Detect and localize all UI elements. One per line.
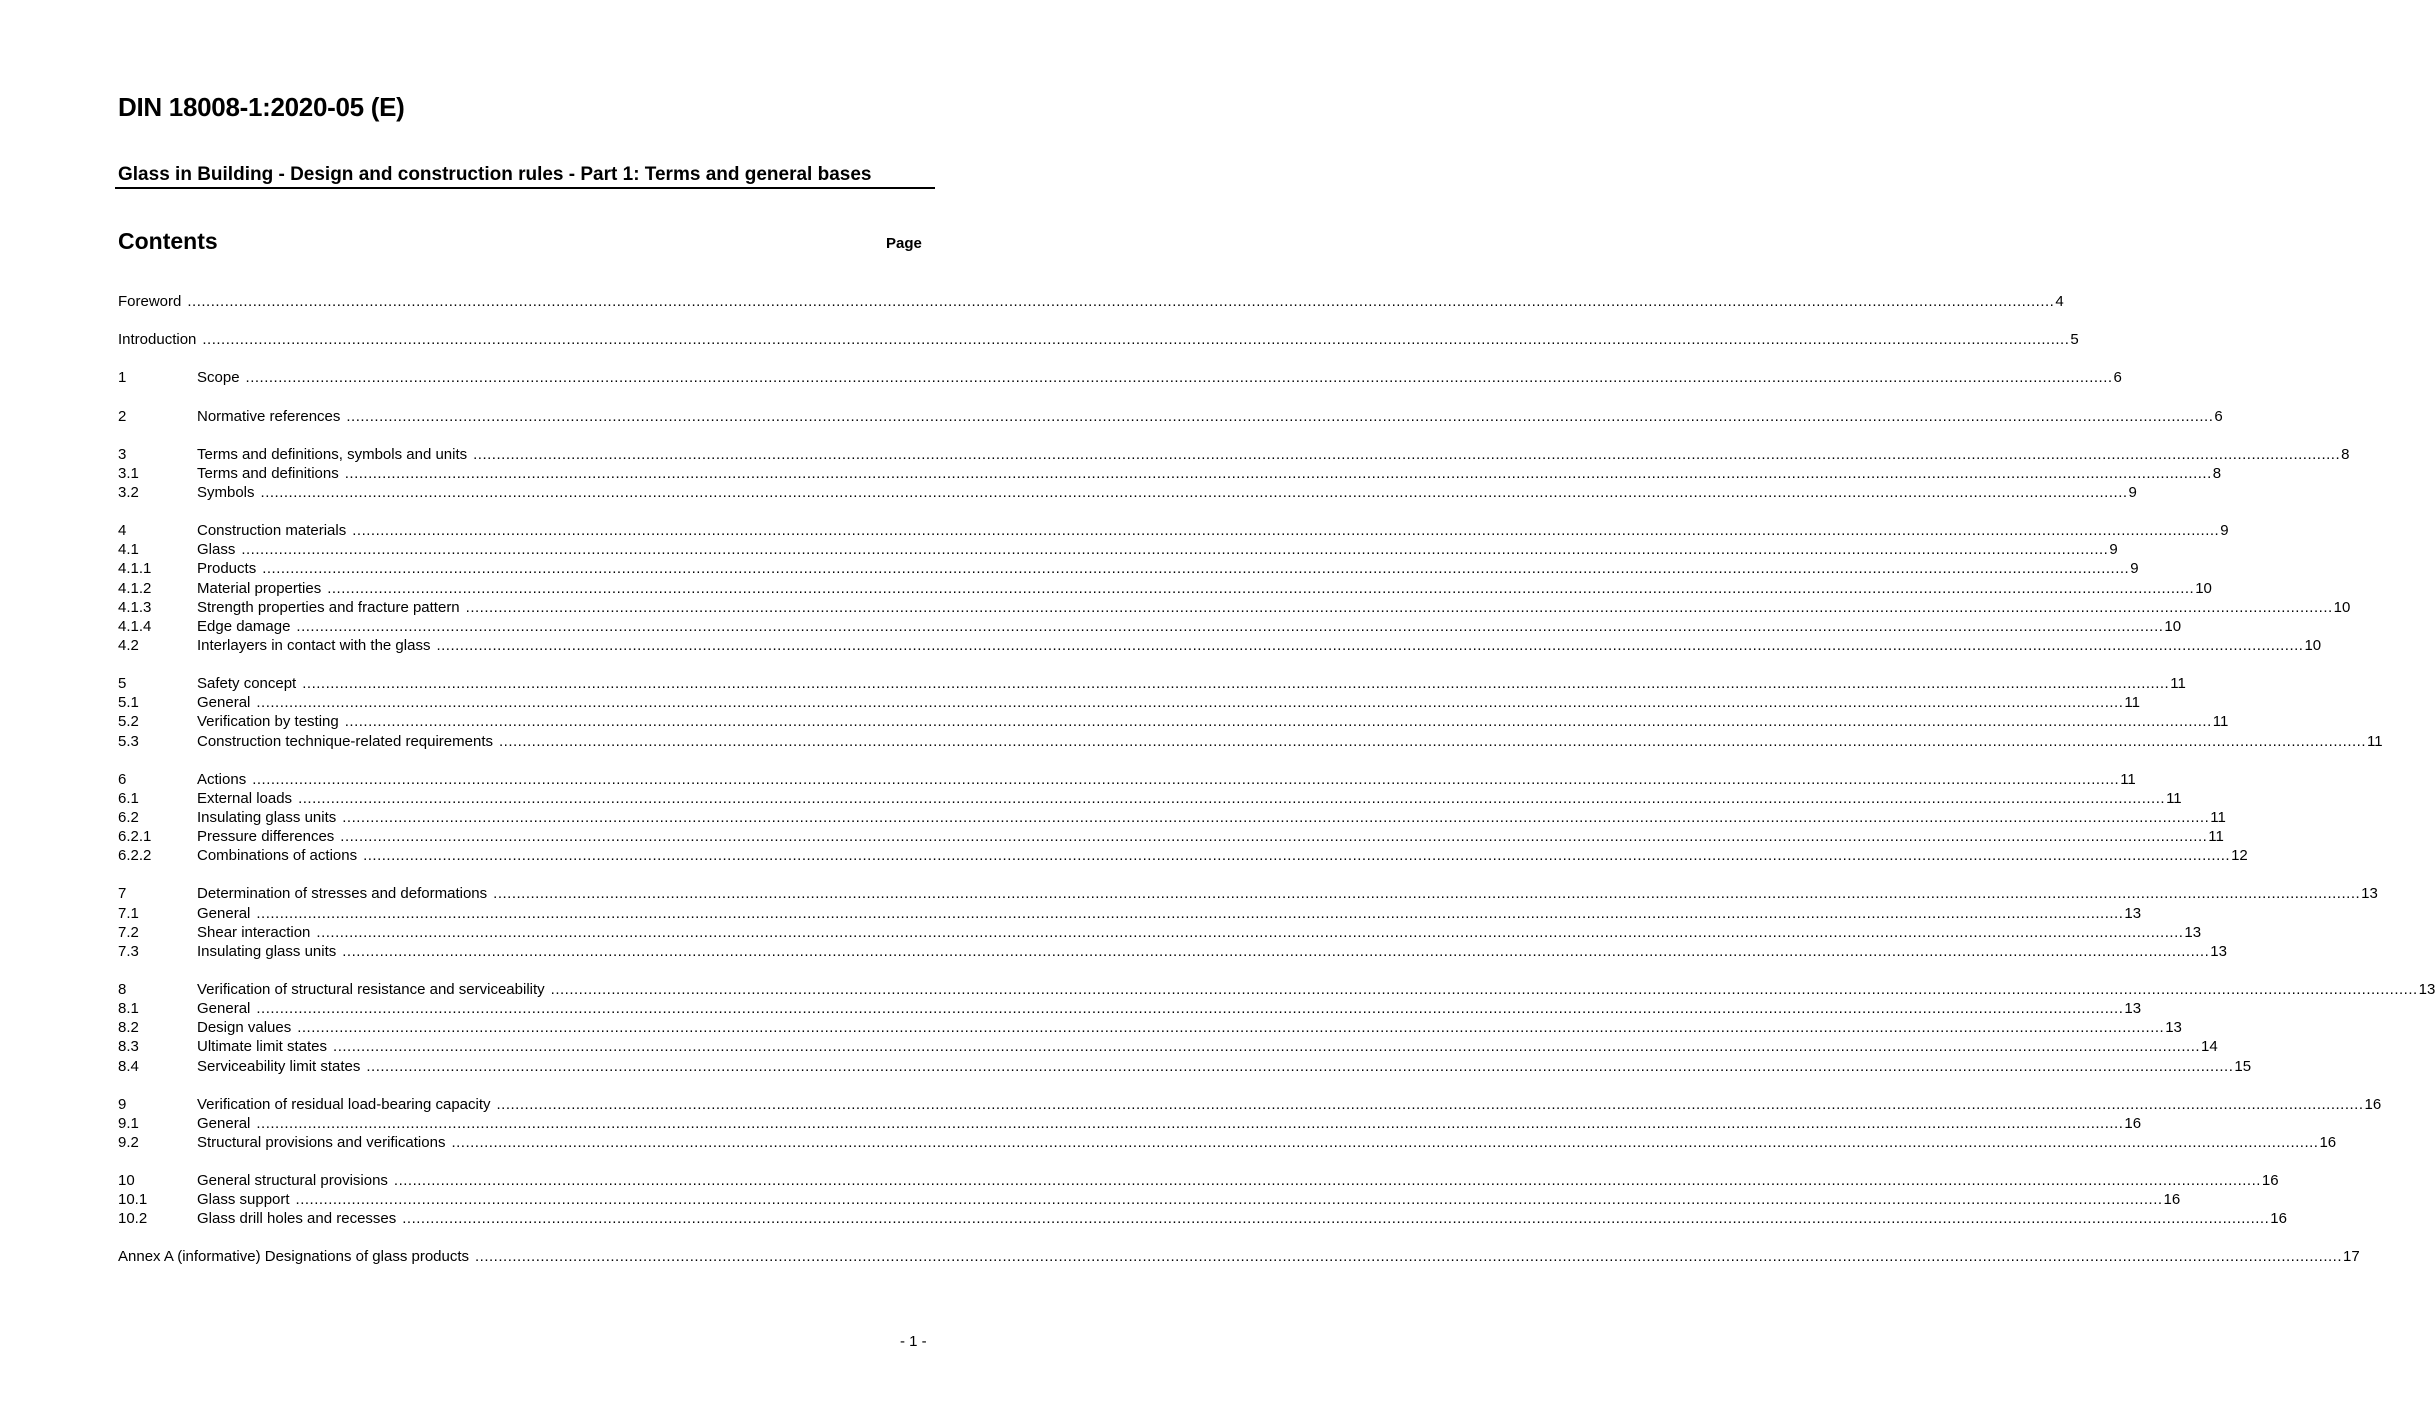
toc-entry-number: 4.1.2: [118, 579, 152, 597]
toc-entry-number: 7.3: [118, 942, 139, 960]
toc-entry-page: 16: [2319, 1133, 2337, 1151]
toc-entry-number: 4.1: [118, 541, 139, 559]
toc-entry[interactable]: [118, 712, 2229, 731]
toc-entry-title: General: [197, 1114, 251, 1132]
toc-dot-leader: ................................................................................................................................................................................................................................................................................................................................................................................................................: [302, 675, 2170, 693]
toc-entry-title: Symbols: [197, 483, 255, 501]
toc-entry-page: 15: [2234, 1057, 2252, 1075]
toc-dot-leader: ................................................................................................................................................................................................................................................................................................................................................................................................................: [550, 980, 2418, 998]
toc-entry-page: 11: [2212, 713, 2229, 731]
toc-entry-number: 9.2: [118, 1133, 139, 1151]
toc-dot-leader: ................................................................................................................................................................................................................................................................................................................................................................................................................: [260, 483, 2128, 501]
toc-entry-title: Insulating glass units: [197, 942, 337, 960]
toc-entry-number: 8.4: [118, 1057, 139, 1075]
toc-entry-title: Insulating glass units: [197, 808, 337, 826]
toc-entry-number: 8.2: [118, 1019, 139, 1037]
toc-entry-number: 6.2.2: [118, 847, 152, 865]
toc-entry-number: 5: [118, 675, 127, 693]
toc-entry-page: 11: [2166, 789, 2182, 807]
toc-entry-number: 5.2: [118, 713, 139, 731]
toc-dot-leader: ................................................................................................................................................................................................................................................................................................................................................................................................................: [327, 579, 2195, 597]
toc-entry-page: 16: [2270, 1210, 2287, 1228]
toc-entry[interactable]: [118, 464, 2222, 483]
toc-dot-leader: ................................................................................................................................................................................................................................................................................................................................................................................................................: [241, 541, 2109, 559]
toc-dot-leader: ................................................................................................................................................................................................................................................................................................................................................................................................................: [499, 732, 2366, 750]
toc-entry-title: Construction technique-related requirements: [197, 732, 493, 750]
toc-entry-page: 16: [2124, 1114, 2142, 1132]
toc-entry[interactable]: [118, 1018, 2182, 1037]
toc-entry-page: 5: [2070, 331, 2079, 349]
toc-entry[interactable]: [118, 923, 2202, 942]
toc-entry[interactable]: [118, 292, 2064, 311]
toc-entry-title: Interlayers in contact with the glass: [197, 636, 431, 654]
toc-entry-title: Combinations of actions: [197, 847, 358, 865]
toc-entry[interactable]: [118, 903, 2142, 922]
toc-dot-leader: ................................................................................................................................................................................................................................................................................................................................................................................................................: [366, 1057, 2234, 1075]
toc-dot-leader: ................................................................................................................................................................................................................................................................................................................................................................................................................: [363, 847, 2231, 865]
toc-entry-number: 6.2.1: [118, 828, 152, 846]
toc-entry[interactable]: [118, 559, 2139, 578]
toc-entry-number: 9.1: [118, 1114, 139, 1132]
toc-entry-title: Determination of stresses and deformations: [197, 885, 488, 903]
toc-entry[interactable]: [118, 368, 2122, 387]
toc-entry-page: 13: [2184, 923, 2202, 941]
toc-entry-number: 3.1: [118, 464, 139, 482]
toc-entry-title: Foreword: [118, 293, 182, 311]
toc-entry[interactable]: [118, 1209, 2287, 1228]
toc-entry[interactable]: [118, 674, 2186, 693]
toc-entry-number: 8.3: [118, 1038, 139, 1056]
toc-entry-page: 13: [2124, 1000, 2142, 1018]
toc-entry-page: 17: [2343, 1248, 2360, 1266]
toc-entry-number: 9: [118, 1095, 127, 1113]
toc-dot-leader: ................................................................................................................................................................................................................................................................................................................................................................................................................: [393, 1172, 2261, 1190]
toc-dot-leader: ................................................................................................................................................................................................................................................................................................................................................................................................................: [340, 828, 2208, 846]
toc-entry-page: 16: [2364, 1095, 2382, 1113]
toc-entry-page: 6: [2214, 407, 2223, 425]
toc-entry-page: 4: [2055, 293, 2064, 311]
toc-dot-leader: ................................................................................................................................................................................................................................................................................................................................................................................................................: [202, 331, 2070, 349]
toc-dot-leader: ................................................................................................................................................................................................................................................................................................................................................................................................................: [296, 617, 2164, 635]
toc-entry-page: 11: [2120, 770, 2136, 788]
toc-entry-title: Strength properties and fracture pattern: [197, 598, 460, 616]
toc-entry-title: Material properties: [197, 579, 322, 597]
toc-entry-title: Scope: [197, 369, 240, 387]
toc-entry-title: Design values: [197, 1019, 292, 1037]
toc-entry-title: Pressure differences: [197, 828, 335, 846]
toc-entry-title: Serviceability limit states: [197, 1057, 361, 1075]
toc-dot-leader: ................................................................................................................................................................................................................................................................................................................................................................................................................: [465, 598, 2333, 616]
toc-dot-leader: ................................................................................................................................................................................................................................................................................................................................................................................................................: [342, 808, 2210, 826]
toc-dot-leader: ................................................................................................................................................................................................................................................................................................................................................................................................................: [298, 789, 2166, 807]
toc-dot-leader: ................................................................................................................................................................................................................................................................................................................................................................................................................: [333, 1038, 2201, 1056]
toc-entry-page: 13: [2361, 885, 2378, 903]
toc-entry-title: Introduction: [118, 331, 197, 349]
toc-entry-number: 8.1: [118, 1000, 139, 1018]
toc-entry[interactable]: [118, 483, 2137, 502]
toc-entry[interactable]: [118, 636, 2322, 655]
toc-dot-leader: ................................................................................................................................................................................................................................................................................................................................................................................................................: [245, 369, 2113, 387]
toc-entry-page: 13: [2165, 1019, 2182, 1037]
toc-entry-title: External loads: [197, 789, 293, 807]
toc-entry-title: General: [197, 904, 251, 922]
toc-entry-page: 11: [2208, 828, 2224, 846]
toc-entry-number: 10: [118, 1172, 135, 1190]
toc-entry-page: 9: [2109, 541, 2118, 559]
toc-entry-number: 7.2: [118, 923, 139, 941]
toc-entry-page: 10: [2304, 636, 2322, 654]
toc-entry-number: 8: [118, 980, 127, 998]
toc-dot-leader: ................................................................................................................................................................................................................................................................................................................................................................................................................: [316, 923, 2184, 941]
toc-entry-page: 6: [2113, 369, 2122, 387]
toc-entry[interactable]: [118, 770, 2136, 789]
toc-dot-leader: ................................................................................................................................................................................................................................................................................................................................................................................................................: [344, 713, 2212, 731]
toc-entry-page: 9: [2128, 483, 2137, 501]
toc-entry-number: 3.2: [118, 483, 139, 501]
toc-entry[interactable]: [118, 999, 2142, 1018]
toc-entry[interactable]: [118, 1095, 2382, 1114]
toc-entry-title: Construction materials: [197, 522, 347, 540]
toc-entry-page: 13: [2124, 904, 2142, 922]
toc-entry-page: 11: [2170, 675, 2186, 693]
toc-entry-number: 4.2: [118, 636, 139, 654]
toc-entry-number: 6.1: [118, 789, 139, 807]
toc-entry-title: Glass drill holes and recesses: [197, 1210, 397, 1228]
toc-entry-title: Edge damage: [197, 617, 291, 635]
toc-entry[interactable]: [118, 406, 2223, 425]
toc-entry-number: 7.1: [118, 904, 139, 922]
toc-entry-title: Annex A (informative) Designations of glass products: [118, 1248, 470, 1266]
toc-dot-leader: ................................................................................................................................................................................................................................................................................................................................................................................................................: [402, 1210, 2270, 1228]
toc-entry[interactable]: [118, 578, 2212, 597]
toc-entry[interactable]: [118, 330, 2079, 349]
toc-entry-page: 16: [2163, 1191, 2181, 1209]
document-title: DIN 18008-1:2020-05 (E): [118, 92, 405, 122]
toc-entry[interactable]: [118, 1056, 2252, 1075]
toc-entry-page: 8: [2212, 464, 2222, 482]
toc-dot-leader: ................................................................................................................................................................................................................................................................................................................................................................................................................: [256, 1000, 2124, 1018]
toc-dot-leader: ................................................................................................................................................................................................................................................................................................................................................................................................................: [344, 464, 2212, 482]
toc-dot-leader: ................................................................................................................................................................................................................................................................................................................................................................................................................: [256, 694, 2124, 712]
toc-entry-title: Normative references: [197, 407, 341, 425]
toc-entry[interactable]: [118, 884, 2378, 903]
toc-entry-number: 4.1.4: [118, 617, 152, 635]
toc-entry-page: 10: [2333, 598, 2351, 616]
toc-entry-page: 14: [2201, 1038, 2218, 1056]
toc-entry-number: 7: [118, 885, 127, 903]
toc-entry-title: Terms and definitions: [197, 464, 339, 482]
toc-entry-title: General structural provisions: [197, 1172, 388, 1190]
toc-entry-page: 11: [2124, 694, 2140, 712]
subtitle-rule: [115, 187, 935, 189]
toc-entry-title: Terms and definitions, symbols and units: [197, 445, 468, 463]
toc-entry-title: Verification by testing: [197, 713, 339, 731]
toc-entry-number: 6: [118, 770, 127, 788]
toc-entry[interactable]: [118, 980, 2435, 999]
toc-entry[interactable]: [118, 1190, 2181, 1209]
toc-entry-page: 10: [2164, 617, 2182, 635]
toc-entry[interactable]: [118, 827, 2224, 846]
toc-entry[interactable]: [118, 1133, 2337, 1152]
toc-entry-number: 10.1: [118, 1191, 148, 1209]
toc-entry-page: 12: [2231, 847, 2248, 865]
toc-entry-number: 4: [118, 522, 127, 540]
toc-entry-page: 11: [2367, 732, 2383, 750]
toc-dot-leader: ................................................................................................................................................................................................................................................................................................................................................................................................................: [346, 407, 2214, 425]
toc-entry-page: 16: [2261, 1172, 2279, 1190]
toc-entry-page: 10: [2195, 579, 2212, 597]
toc-entry[interactable]: [118, 731, 2383, 750]
toc-dot-leader: ................................................................................................................................................................................................................................................................................................................................................................................................................: [252, 770, 2120, 788]
toc-entry-page: 13: [2418, 980, 2435, 998]
toc-entry-number: 5.3: [118, 732, 139, 750]
toc-entry-title: Products: [197, 560, 257, 578]
toc-entry-number: 4.1.3: [118, 598, 152, 616]
page-number-footer: - 1 -: [900, 1333, 927, 1350]
toc-dot-leader: ................................................................................................................................................................................................................................................................................................................................................................................................................: [342, 942, 2210, 960]
toc-dot-leader: ................................................................................................................................................................................................................................................................................................................................................................................................................: [436, 636, 2304, 654]
toc-dot-leader: ................................................................................................................................................................................................................................................................................................................................................................................................................: [187, 293, 2055, 311]
toc-entry[interactable]: [118, 789, 2182, 808]
toc-entry[interactable]: [118, 808, 2226, 827]
toc-entry-title: General: [197, 694, 251, 712]
toc-entry[interactable]: [118, 942, 2227, 961]
toc-entry-page: 13: [2210, 942, 2227, 960]
toc-entry-title: Safety concept: [197, 675, 297, 693]
toc-dot-leader: ................................................................................................................................................................................................................................................................................................................................................................................................................: [473, 445, 2341, 463]
toc-entry-page: 11: [2210, 808, 2226, 826]
toc-entry-title: Verification of residual load-bearing capacity: [197, 1095, 491, 1113]
toc-entry-number: 1: [118, 369, 127, 387]
toc-entry[interactable]: [118, 598, 2351, 617]
toc-dot-leader: ................................................................................................................................................................................................................................................................................................................................................................................................................: [297, 1019, 2165, 1037]
toc-entry[interactable]: [118, 693, 2140, 712]
toc-entry-title: Glass support: [197, 1191, 290, 1209]
toc-entry-number: 10.2: [118, 1210, 148, 1228]
toc-entry-title: Glass: [197, 541, 236, 559]
toc-entry-title: Structural provisions and verifications: [197, 1133, 446, 1151]
toc-entry[interactable]: [118, 846, 2248, 865]
toc-entry-title: Verification of structural resistance and serviceability: [197, 980, 545, 998]
toc-entry-title: General: [197, 1000, 251, 1018]
toc-entry-page: 9: [2130, 560, 2139, 578]
toc-dot-leader: ................................................................................................................................................................................................................................................................................................................................................................................................................: [256, 1114, 2124, 1132]
toc-dot-leader: ................................................................................................................................................................................................................................................................................................................................................................................................................: [475, 1248, 2343, 1266]
toc-dot-leader: ................................................................................................................................................................................................................................................................................................................................................................................................................: [295, 1191, 2163, 1209]
toc-entry-number: 6.2: [118, 808, 139, 826]
toc-entry[interactable]: [118, 1114, 2142, 1133]
toc-entry[interactable]: [118, 617, 2182, 636]
document-subtitle: Glass in Building - Design and construction rules - Part 1: Terms and general bases: [118, 164, 872, 185]
toc-dot-leader: ................................................................................................................................................................................................................................................................................................................................................................................................................: [352, 522, 2220, 540]
toc-dot-leader: ................................................................................................................................................................................................................................................................................................................................................................................................................: [493, 885, 2361, 903]
toc-dot-leader: ................................................................................................................................................................................................................................................................................................................................................................................................................: [256, 904, 2124, 922]
toc-entry[interactable]: [118, 540, 2118, 559]
toc-entry-title: Shear interaction: [197, 923, 311, 941]
toc-entry[interactable]: [118, 521, 2229, 540]
toc-dot-leader: ................................................................................................................................................................................................................................................................................................................................................................................................................: [496, 1095, 2364, 1113]
toc-entry-page: 9: [2220, 522, 2229, 540]
toc-entry-number: 2: [118, 407, 127, 425]
toc-entry[interactable]: [118, 1171, 2279, 1190]
toc-entry-title: Actions: [197, 770, 247, 788]
toc-entry-number: 3: [118, 445, 127, 463]
contents-heading: Contents: [118, 228, 218, 254]
toc-entry-number: 4.1.1: [118, 560, 152, 578]
toc-entry-page: 8: [2341, 445, 2350, 463]
toc-dot-leader: ................................................................................................................................................................................................................................................................................................................................................................................................................: [262, 560, 2130, 578]
table-of-contents: [118, 292, 2435, 1266]
page-column-heading: Page: [886, 235, 922, 252]
toc-dot-leader: ................................................................................................................................................................................................................................................................................................................................................................................................................: [451, 1133, 2319, 1151]
toc-entry[interactable]: [118, 1247, 2360, 1266]
toc-entry-number: 5.1: [118, 694, 139, 712]
toc-entry[interactable]: [118, 445, 2350, 464]
toc-entry[interactable]: [118, 1037, 2218, 1056]
toc-entry-title: Ultimate limit states: [197, 1038, 328, 1056]
